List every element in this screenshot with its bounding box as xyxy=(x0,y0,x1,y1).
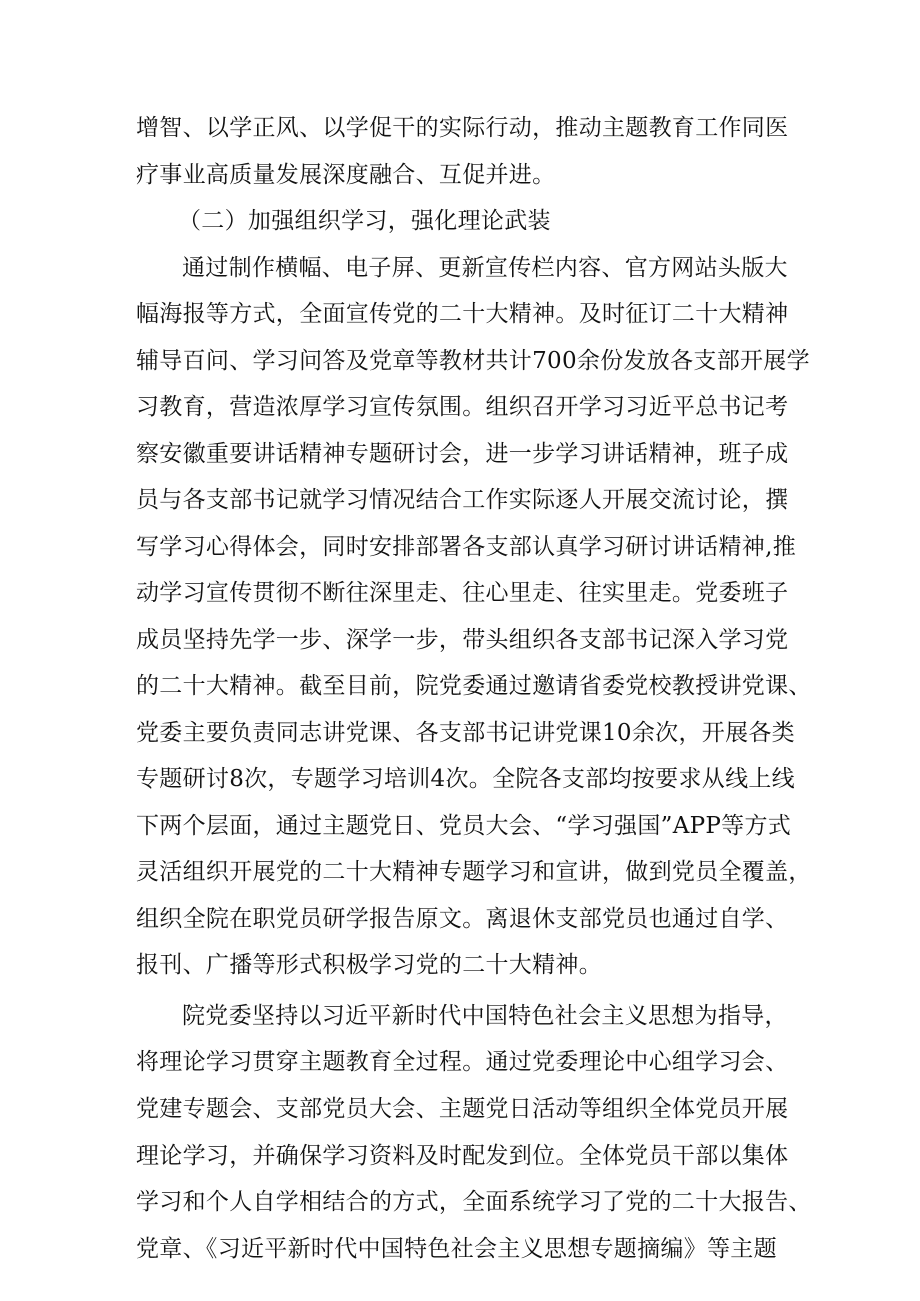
text-line: 通过制作横幅、电子屏、更新宣传栏内容、官方网站头版大 xyxy=(182,255,788,281)
text-line: 党委主要负责同志讲党课、各支部书记讲党课10余次，开展各类 xyxy=(136,720,795,746)
text-line: 理论学习，并确保学习资料及时配发到位。全体党员干部以集体 xyxy=(136,1143,789,1169)
text-line: 察安徽重要讲话精神专题研讨会，进一步学习讲话精神，班子成 xyxy=(136,441,789,467)
text-line: 习教育，营造浓厚学习宣传氛围。组织召开学习习近平总书记考 xyxy=(136,394,789,420)
text-line: 灵活组织开展党的二十大精神专题学习和宣讲，做到党员全覆盖， xyxy=(136,859,812,885)
text-line: 报刊、广播等形式积极学习党的二十大精神。 xyxy=(136,952,602,978)
text-line: 成员坚持先学一步、深学一步，带头组织各支部书记深入学习党 xyxy=(136,627,789,653)
text-line: 将理论学习贯穿主题教育全过程。通过党委理论中心组学习会、 xyxy=(136,1049,789,1075)
text-line: 专题研讨8次，专题学习培训4次。全院各支部均按要求从线上线 xyxy=(136,766,795,792)
text-line: 写学习心得体会，同时安排部署各支部认真学习研讨讲话精神,推 xyxy=(136,534,797,560)
text-line: 幅海报等方式，全面宣传党的二十大精神。及时征订二十大精神 xyxy=(136,301,789,327)
text-line: 党章、《习近平新时代中国特色社会主义思想专题摘编》等主题 xyxy=(136,1236,777,1262)
text-line: 员与各支部书记就学习情况结合工作实际逐人开展交流讨论，撰 xyxy=(136,487,789,513)
text-line: 疗事业高质量发展深度融合、互促并进。 xyxy=(136,162,556,188)
text-line: 动学习宣传贯彻不断往深里走、往心里走、往实里走。党委班子 xyxy=(136,580,789,606)
section-heading: （二）加强组织学习，强化理论武装 xyxy=(178,208,551,234)
text-line: 下两个层面，通过主题党日、党员大会、“学习强国”APP等方式 xyxy=(136,813,792,839)
text-line: 学习和个人自学相结合的方式，全面系统学习了党的二十大报告、 xyxy=(136,1189,812,1215)
text-line: 组织全院在职党员研学报告原文。离退休支部党员也通过自学、 xyxy=(136,906,789,932)
text-line: 院党委坚持以习近平新时代中国特色社会主义思想为指导， xyxy=(182,1003,788,1029)
text-line: 辅导百问、学习问答及党章等教材共计700余份发放各支部开展学 xyxy=(136,348,810,374)
text-line: 增智、以学正风、以学促干的实际行动，推动主题教育工作同医 xyxy=(136,115,789,141)
text-line: 党建专题会、支部党员大会、主题党日活动等组织全体党员开展 xyxy=(136,1096,789,1122)
text-line: 的二十大精神。截至目前，院党委通过邀请省委党校教授讲党课、 xyxy=(136,673,812,699)
